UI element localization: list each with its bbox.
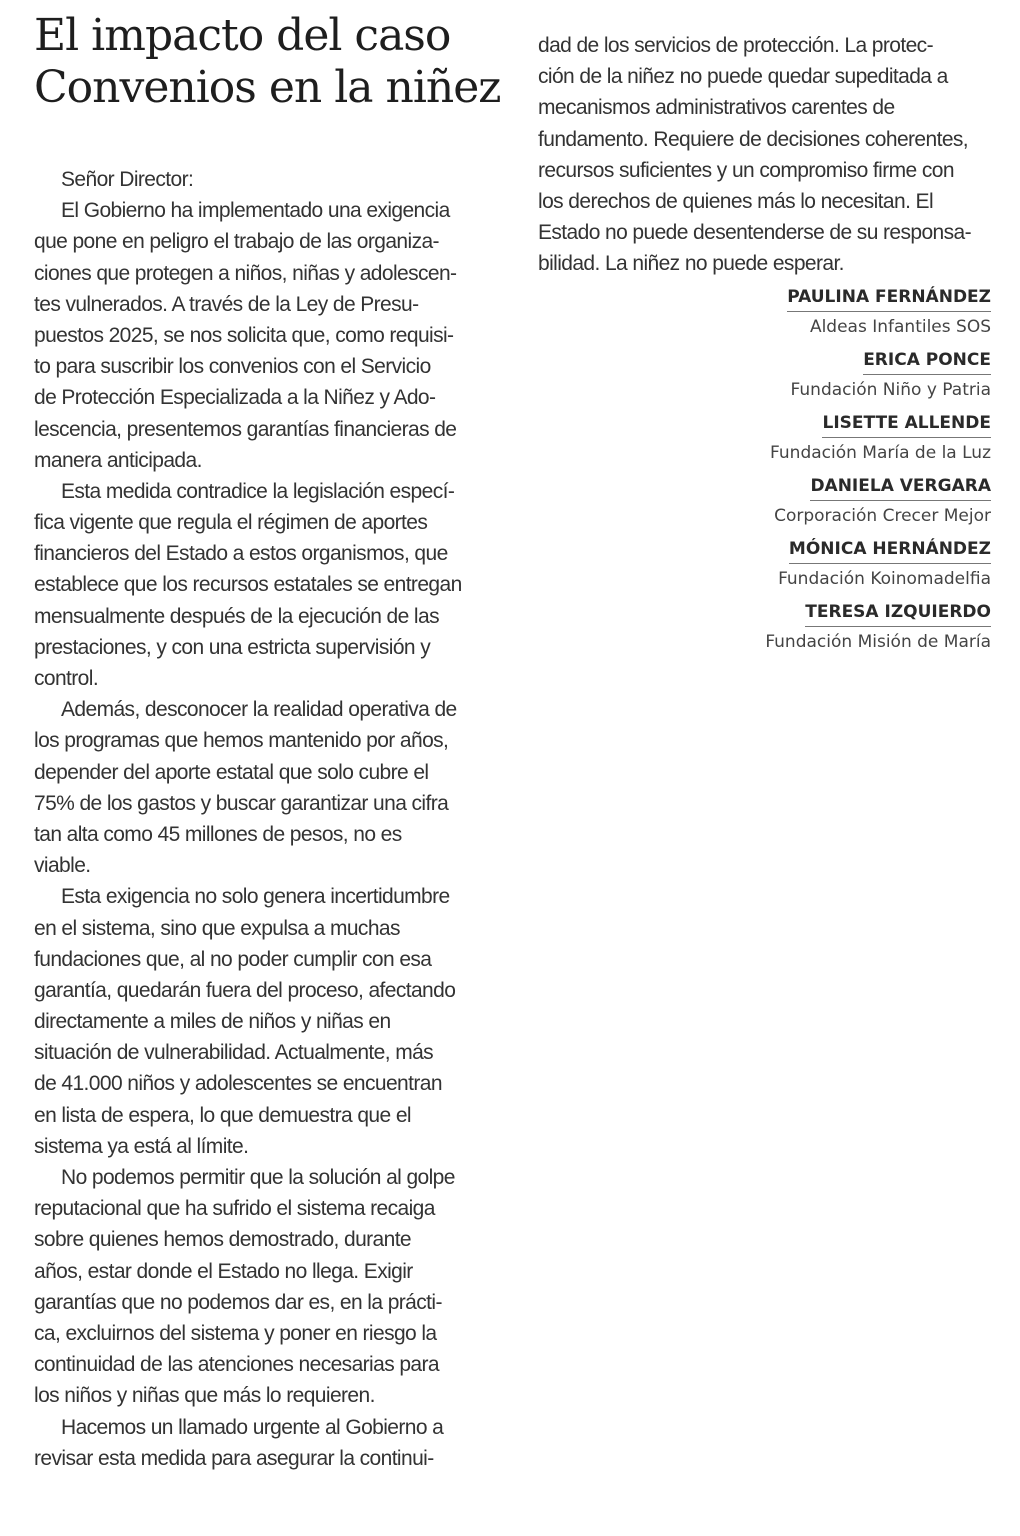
body-text-line: fundamento. Requiere de decisiones coherentes, [538,127,969,151]
body-text-line: Esta exigencia no solo genera incertidumbre [61,885,450,909]
body-text-line: de Protección Especializada a la Niñez y Ado- [34,386,436,410]
signature-organization: Fundación María de la Luz [770,443,991,463]
signature-organization: Aldeas Infantiles SOS [809,317,991,337]
body-text-line: sistema ya está al límite. [34,1134,249,1158]
signature-name: MÓNICA HERNÁNDEZ [789,536,991,564]
body-text-line: manera anticipada. [34,448,202,472]
body-text-line: tes vulnerados. A través de la Ley de Presu- [34,292,419,316]
body-text-line: los derechos de quienes más lo necesitan. El [538,189,934,213]
body-text-line: No podemos permitir que la solución al golpe [61,1166,455,1189]
body-text-line: recursos suficientes y un compromiso firme con [538,158,954,182]
title-line-2: Convenios en la niñez [34,62,501,113]
body-text-line: Hacemos un llamado urgente al Gobierno a [61,1415,444,1439]
body-text-line: sobre quienes hemos demostrado, durante [34,1228,412,1252]
body-text-line: directamente a miles de niños y niñas en [34,1010,391,1034]
body-text-line: ciones que protegen a niños, niñas y adolescen- [34,261,457,285]
signature-organization: Fundación Misión de María [765,632,991,652]
signature-name: LISETTE ALLENDE [822,410,991,438]
signature [740,536,991,599]
body-text-line: establece que los recursos estatales se entregan [34,573,462,597]
body-text-line: depender del aporte estatal que solo cubre el [34,760,429,784]
body-text-line: situación de vulnerabilidad. Actualmente, más [34,1041,434,1065]
body-text-line: Estado no puede desentenderse de su responsa- [538,221,972,245]
body-text-line: fundaciones que, al no poder cumplir con esa [34,947,432,971]
signature-organization: Fundación Niño y Patria [790,380,991,400]
signatures-block [740,284,991,662]
signature-organization: Fundación Koinomadelfia [778,569,991,589]
signature-organization: Corporación Crecer Mejor [774,506,991,526]
body-text-line: viable. [34,854,91,878]
body-text-line: que pone en peligro el trabajo de las organiza- [34,230,439,254]
body-text-line: puestos 2025, se nos solicita que, como requisi- [34,323,454,347]
body-text-line: financieros del Estado a estos organismos, que [34,542,448,566]
body-text-line: los programas que hemos mantenido por años, [34,729,449,753]
signature [740,284,991,347]
body-text-line: Señor Director: [61,168,194,191]
body-text-line: años, estar donde el Estado no llega. Exigir [34,1259,413,1283]
signature-name: PAULINA FERNÁNDEZ [787,284,991,312]
signature [740,347,991,410]
body-text-line: en lista de espera, lo que demuestra que el [34,1103,411,1127]
signature [740,473,991,536]
body-text-line: en el sistema, sino que expulsa a muchas [34,916,400,940]
body-text-line: dad de los servicios de protección. La protec- [538,34,933,57]
body-text-line: Además, desconocer la realidad operativa de [61,698,457,722]
body-text-line: bilidad. La niñez no puede esperar. [538,252,844,276]
body-text-line: fica vigente que regula el régimen de aportes [34,511,428,535]
signature-name: DANIELA VERGARA [810,473,991,501]
title-line-1: El impacto del caso [34,10,451,61]
body-text-line: los niños y niñas que más lo requieren. [34,1384,375,1408]
body-text-line: Esta medida contradice la legislación especí- [61,479,455,503]
body-text-line: 75% de los gastos y buscar garantizar una cifra [34,791,449,815]
body-text-line: revisar esta medida para asegurar la continui- [34,1446,434,1470]
body-text-line: mecanismos administrativos carentes de [538,96,895,120]
body-text-line: ca, excluirnos del sistema y poner en riesgo la [34,1321,437,1345]
body-text-line: mensualmente después de la ejecución de las [34,604,439,628]
letter-body-left-column [34,164,494,1474]
letter-body-right-column [538,30,998,280]
article-title [34,10,504,114]
body-text-line: de 41.000 niños y adolescentes se encuentran [34,1072,442,1096]
body-text-line: tan alta como 45 millones de pesos, no es [34,822,402,846]
body-text-line: lescencia, presentemos garantías financieras de [34,417,457,441]
body-text-line: continuidad de las atenciones necesarias para [34,1353,439,1377]
signature-name: TERESA IZQUIERDO [805,599,991,627]
signature [740,410,991,473]
body-text-line: garantías que no podemos dar es, en la prácti- [34,1290,442,1314]
body-text-line: garantía, quedarán fuera del proceso, afectando [34,978,456,1002]
body-text-line: to para suscribir los convenios con el Servicio [34,355,431,379]
body-text-line: control. [34,667,99,690]
signature [740,599,991,662]
signature-name: ERICA PONCE [863,347,991,375]
body-text-line: reputacional que ha sufrido el sistema recaiga [34,1197,435,1221]
body-text-line: El Gobierno ha implementado una exigencia [61,199,450,223]
body-text-line: ción de la niñez no puede quedar supeditada a [538,65,948,89]
body-text-line: prestaciones, y con una estricta supervisión y [34,635,431,659]
